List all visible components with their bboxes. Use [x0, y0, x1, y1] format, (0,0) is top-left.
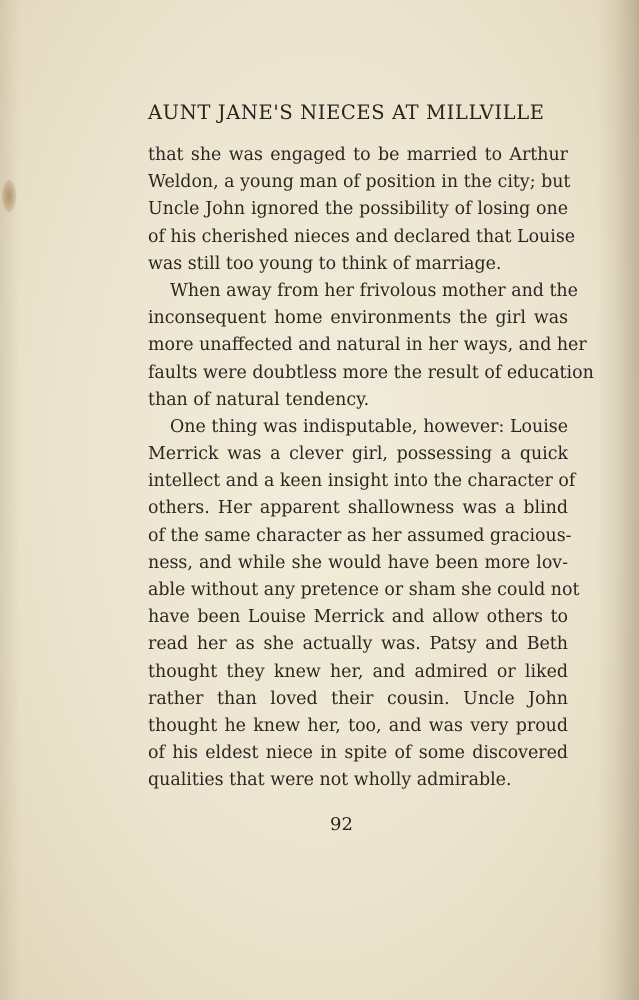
text-line: more unaffected and natural in her ways, and her [148, 335, 587, 356]
text-line: faults were doubtless more the result of education [148, 362, 594, 383]
text-line: thought he knew her, too, and was very proud [148, 715, 568, 736]
text-line: rather than loved their cousin. Uncle John [148, 688, 568, 709]
text-line: of the same character as her assumed gracious- [148, 525, 572, 546]
text-line: intellect and a keen insight into the character of [148, 471, 576, 492]
text-line: that she was engaged to be married to Arthur [148, 145, 568, 165]
page-edge-shadow [597, 0, 639, 1000]
page-gutter-shading [0, 0, 20, 1000]
text-line: thought they knew her, and admired or liked [148, 661, 568, 682]
text-line: qualities that were not wholly admirable. [148, 770, 512, 791]
text-line: read her as she actually was. Patsy and Beth [148, 634, 568, 655]
text-line: inconsequent home environments the girl was [148, 308, 568, 329]
text-line: able without any pretence or sham she could not [148, 580, 580, 600]
text-line: ness, and while she would have been more lov- [148, 552, 568, 573]
paper-stain [2, 180, 16, 212]
text-line: Uncle John ignored the possibility of losing one [148, 199, 568, 220]
text-line: When away from her frivolous mother and the [170, 280, 578, 301]
text-line: of his cherished nieces and declared that Louise [148, 226, 576, 247]
text-line: Weldon, a young man of position in the city; but [148, 172, 571, 193]
body-text [148, 142, 594, 795]
page-number: 92 [330, 814, 353, 835]
text-line: of his eldest niece in spite of some discovered [148, 743, 568, 764]
text-line: Merrick was a clever girl, possessing a quick [148, 444, 568, 465]
text-line: have been Louise Merrick and allow others to [148, 607, 568, 628]
text-line: was still too young to think of marriage. [148, 253, 502, 274]
text-line: One thing was indisputable, however: Louise [170, 416, 568, 437]
running-head: AUNT JANE'S NIECES AT MILLVILLE [148, 101, 545, 124]
text-line: others. Her apparent shallowness was a blind [148, 498, 568, 519]
text-line: than of natural tendency. [148, 389, 370, 410]
